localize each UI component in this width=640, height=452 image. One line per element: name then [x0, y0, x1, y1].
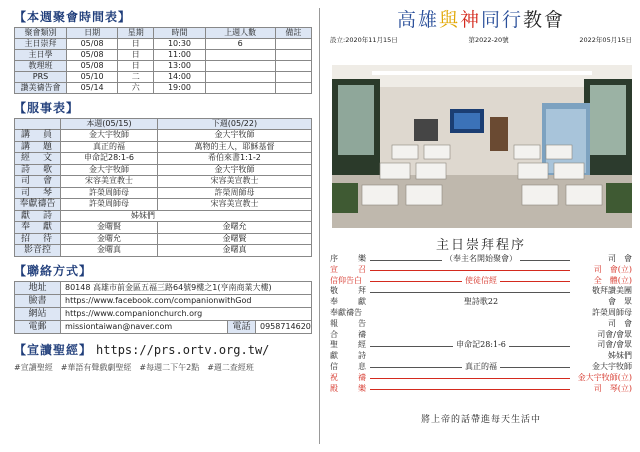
program-detail-wrap: [330, 362, 632, 373]
program-detail: （奉主名開始聚會）: [442, 254, 520, 263]
program-leader: 全 體(立): [593, 275, 632, 285]
table-cell: 宋容美宣教士: [61, 176, 158, 188]
table-cell: 05/08: [67, 61, 118, 72]
bible-link[interactable]: https://prs.ortv.org.tw/: [96, 342, 270, 357]
duty-label: 司 會: [15, 176, 61, 188]
address-value: 80148 高雄市前金區五福三路64號9樓之1(亨南商業大樓): [61, 281, 312, 294]
church-name-part: 神: [459, 9, 481, 31]
table-cell: 金大宇牧師: [157, 130, 311, 142]
table-cell: 金曙真: [61, 245, 158, 257]
table-cell: 萬物的主人，耶穌基督: [157, 141, 311, 153]
table-cell: 11:00: [154, 50, 205, 61]
program-list: [330, 254, 632, 394]
table-cell: 金曙賢: [61, 222, 158, 234]
table-row: [15, 72, 312, 83]
schedule-header: 時間: [154, 28, 205, 39]
duty-header-row: [15, 119, 312, 130]
program-detail: 真正的福: [462, 362, 500, 371]
website-label: 網站: [15, 307, 61, 320]
table-cell: 讚美禱告會: [15, 83, 67, 94]
table-cell: 二: [118, 72, 154, 83]
program-detail-wrap: [330, 276, 632, 287]
address-label: 地址: [15, 281, 61, 294]
schedule-header: 聚會類別: [15, 28, 67, 39]
program-leader: 許榮周師母: [592, 307, 632, 317]
leader-line: [370, 389, 570, 390]
table-cell: 14:00: [154, 72, 205, 83]
program-row: [330, 384, 632, 395]
church-name-part: 同行: [481, 9, 524, 31]
facebook-link[interactable]: https://www.facebook.com/companionwithGod: [61, 294, 312, 307]
program-detail-wrap: [330, 340, 632, 351]
table-row: [15, 83, 312, 94]
duty-label: 奉 獻: [15, 222, 61, 234]
program-row: [330, 362, 632, 373]
table-cell: [275, 61, 311, 72]
table-cell: 主日學: [15, 50, 67, 61]
program-row: [330, 297, 632, 308]
program-leader: 姊妹們: [608, 351, 632, 361]
program-detail: 使徒信經: [462, 276, 500, 285]
table-cell: [275, 72, 311, 83]
table-cell: 日: [118, 61, 154, 72]
program-item: 殿 樂: [330, 383, 372, 393]
closing-verse: 將上帝的話帶進每天生活中: [420, 415, 541, 425]
duty-header-next-week: 下週(05/22): [157, 119, 311, 130]
table-row: [15, 141, 312, 153]
table-cell: 日: [118, 39, 154, 50]
table-row: [15, 130, 312, 142]
table-cell: [205, 50, 275, 61]
program-leader: 司 會: [608, 318, 632, 328]
table-row: [15, 245, 312, 257]
table-cell: [275, 39, 311, 50]
bible-section: [14, 339, 312, 360]
right-panel: [322, 0, 640, 452]
church-name: [322, 5, 640, 32]
facebook-label: 臉書: [15, 294, 61, 307]
duty-label: 講 員: [15, 130, 61, 142]
table-cell: 13:00: [154, 61, 205, 72]
schedule-title: 【本週聚會時間表】: [14, 10, 132, 24]
duty-table: [14, 118, 312, 257]
program-row: [330, 319, 632, 330]
duty-label: 經 文: [15, 153, 61, 165]
table-row: [15, 320, 312, 333]
table-cell: 真正的福: [61, 141, 158, 153]
contact-title: 【聯絡方式】: [14, 263, 93, 278]
table-cell: PRS: [15, 72, 67, 83]
schedule-header-row: [15, 28, 312, 39]
bulletin-date: 2022年05月15日: [579, 36, 632, 44]
program-leader: 司 琴(立): [593, 383, 632, 393]
table-row: [15, 281, 312, 294]
program-title: 主日崇拜程序: [435, 238, 526, 253]
program-item: 奉 獻: [330, 297, 372, 307]
table-cell: 希伯來書1:1-2: [157, 153, 311, 165]
left-panel: [0, 0, 318, 452]
table-cell: 宋容美宣教士: [157, 176, 311, 188]
church-name-part: 與: [438, 9, 460, 31]
table-cell: 金大宇牧師: [61, 164, 158, 176]
table-cell: [275, 50, 311, 61]
duty-header-blank: [15, 119, 61, 130]
program-row: [330, 330, 632, 341]
table-row: [15, 50, 312, 61]
program-leader: 司 會(立): [593, 264, 632, 274]
bible-title: 【宣讀聖經】: [14, 342, 93, 357]
program-item: 報 告: [330, 318, 372, 328]
table-cell: 日: [118, 50, 154, 61]
program-leader: 司會/會眾: [597, 340, 632, 350]
program-item: 宣 召: [330, 264, 372, 274]
phone-value: 0958714620: [256, 320, 312, 333]
program-item: 獻 詩: [330, 351, 372, 361]
table-cell: 六: [118, 83, 154, 94]
table-cell: 19:00: [154, 83, 205, 94]
panel-divider: [319, 8, 320, 444]
program-item: 敬 拜: [330, 286, 372, 296]
table-row: [15, 176, 312, 188]
table-cell: 金大宇牧師: [157, 164, 311, 176]
schedule-table: [14, 27, 312, 94]
leader-line: [370, 270, 570, 271]
schedule-header: 上週人數: [205, 28, 275, 39]
duty-label: 講 題: [15, 141, 61, 153]
leader-line: [370, 378, 570, 379]
duty-label: 司 琴: [15, 187, 61, 199]
issue-number: 第2022-20號: [468, 36, 509, 44]
church-name-part: 高雄: [396, 9, 439, 31]
program-item: 祝 禱: [330, 372, 372, 382]
table-row: [15, 187, 312, 199]
sanctuary-photo-drawing: [332, 65, 632, 228]
program-row: [330, 351, 632, 362]
duty-header-this-week: 本週(05/15): [61, 119, 158, 130]
table-row: [15, 61, 312, 72]
program-item: 合 禱: [330, 329, 372, 339]
program-row: [330, 276, 632, 287]
program-row: [330, 286, 632, 297]
table-cell: 05/14: [67, 83, 118, 94]
table-cell: 金曙允: [157, 222, 311, 234]
table-cell: 05/08: [67, 39, 118, 50]
table-cell: 教理班: [15, 61, 67, 72]
table-row: [15, 210, 312, 222]
website-link[interactable]: https://www.companionchurch.org: [61, 307, 312, 320]
table-row: [15, 164, 312, 176]
table-cell: 申命記28:1-6: [61, 153, 158, 165]
table-cell: [205, 83, 275, 94]
program-leader: 司 會: [608, 254, 632, 263]
program-detail: 聖詩歌22: [461, 297, 501, 306]
bible-tags: #宣讀聖經 #華語有聲戲劇聖經 #每週二下午2點 #週二查經班: [14, 362, 254, 372]
program-leader: 會 眾: [608, 297, 632, 307]
program-detail: 申命記28:1-6: [453, 340, 509, 349]
schedule-header: 星期: [118, 28, 154, 39]
table-cell: 許榮周師母: [157, 187, 311, 199]
table-cell: 金曙允: [61, 233, 158, 245]
church-name-part: 教會: [523, 9, 566, 31]
program-row: [330, 308, 632, 319]
table-cell: 宋容美宣教士: [157, 199, 311, 211]
church-meta: [322, 35, 640, 44]
duty-label: 招 待: [15, 233, 61, 245]
program-item: 信 息: [330, 361, 372, 371]
email-link[interactable]: missiontaiwan@naver.com: [61, 320, 228, 333]
schedule-header: 日期: [67, 28, 118, 39]
program-item: 聖 經: [330, 340, 372, 350]
duty-label: 影音控: [15, 245, 61, 257]
table-cell: 10:30: [154, 39, 205, 50]
table-cell: [205, 72, 275, 83]
table-cell: 許榮周師母: [61, 199, 158, 211]
sanctuary-photo: [332, 65, 632, 228]
duty-title: 【服事表】: [14, 101, 80, 115]
program-item: 信仰告白: [330, 275, 362, 285]
program-leader: 金大宇牧師(立): [577, 372, 632, 382]
program-row: [330, 254, 632, 265]
program-item: 序 樂: [330, 254, 372, 263]
table-row: [15, 39, 312, 50]
program-leader: 敬拜讚美團: [592, 286, 632, 296]
schedule-header: 備註: [275, 28, 311, 39]
duty-label: 奉獻禱告: [15, 199, 61, 211]
table-cell: 主日崇拜: [15, 39, 67, 50]
table-row: [15, 294, 312, 307]
phone-label: 電話: [228, 320, 256, 333]
program-leader: 金大宇牧師: [592, 361, 632, 371]
program-leader: 司會/會眾: [597, 329, 632, 339]
duty-label: 獻 詩: [15, 210, 61, 222]
table-row: [15, 307, 312, 320]
program-row: [330, 340, 632, 351]
program-detail-wrap: [330, 297, 632, 308]
leader-line: [370, 292, 570, 293]
table-row: [15, 233, 312, 245]
table-row: [15, 222, 312, 234]
table-cell: [275, 83, 311, 94]
contact-table: [14, 281, 312, 334]
program-item: 奉獻禱告: [330, 307, 362, 317]
table-cell: 金曙賢: [157, 233, 311, 245]
duty-label: 詩 歌: [15, 164, 61, 176]
table-cell: 05/10: [67, 72, 118, 83]
email-label: 電郵: [15, 320, 61, 333]
table-cell: 金大宇牧師: [61, 130, 158, 142]
table-cell: 6: [205, 39, 275, 50]
table-row: [15, 153, 312, 165]
founded-date: 設立:2020年11月15日: [330, 36, 398, 44]
program-row: [330, 373, 632, 384]
table-cell: 05/08: [67, 50, 118, 61]
table-cell: 姊妹們: [61, 210, 312, 222]
table-cell: [205, 61, 275, 72]
program-detail-wrap: [330, 254, 632, 265]
table-cell: 金曙真: [157, 245, 311, 257]
table-cell: 許榮周師母: [61, 187, 158, 199]
table-row: [15, 199, 312, 211]
program-row: [330, 265, 632, 276]
